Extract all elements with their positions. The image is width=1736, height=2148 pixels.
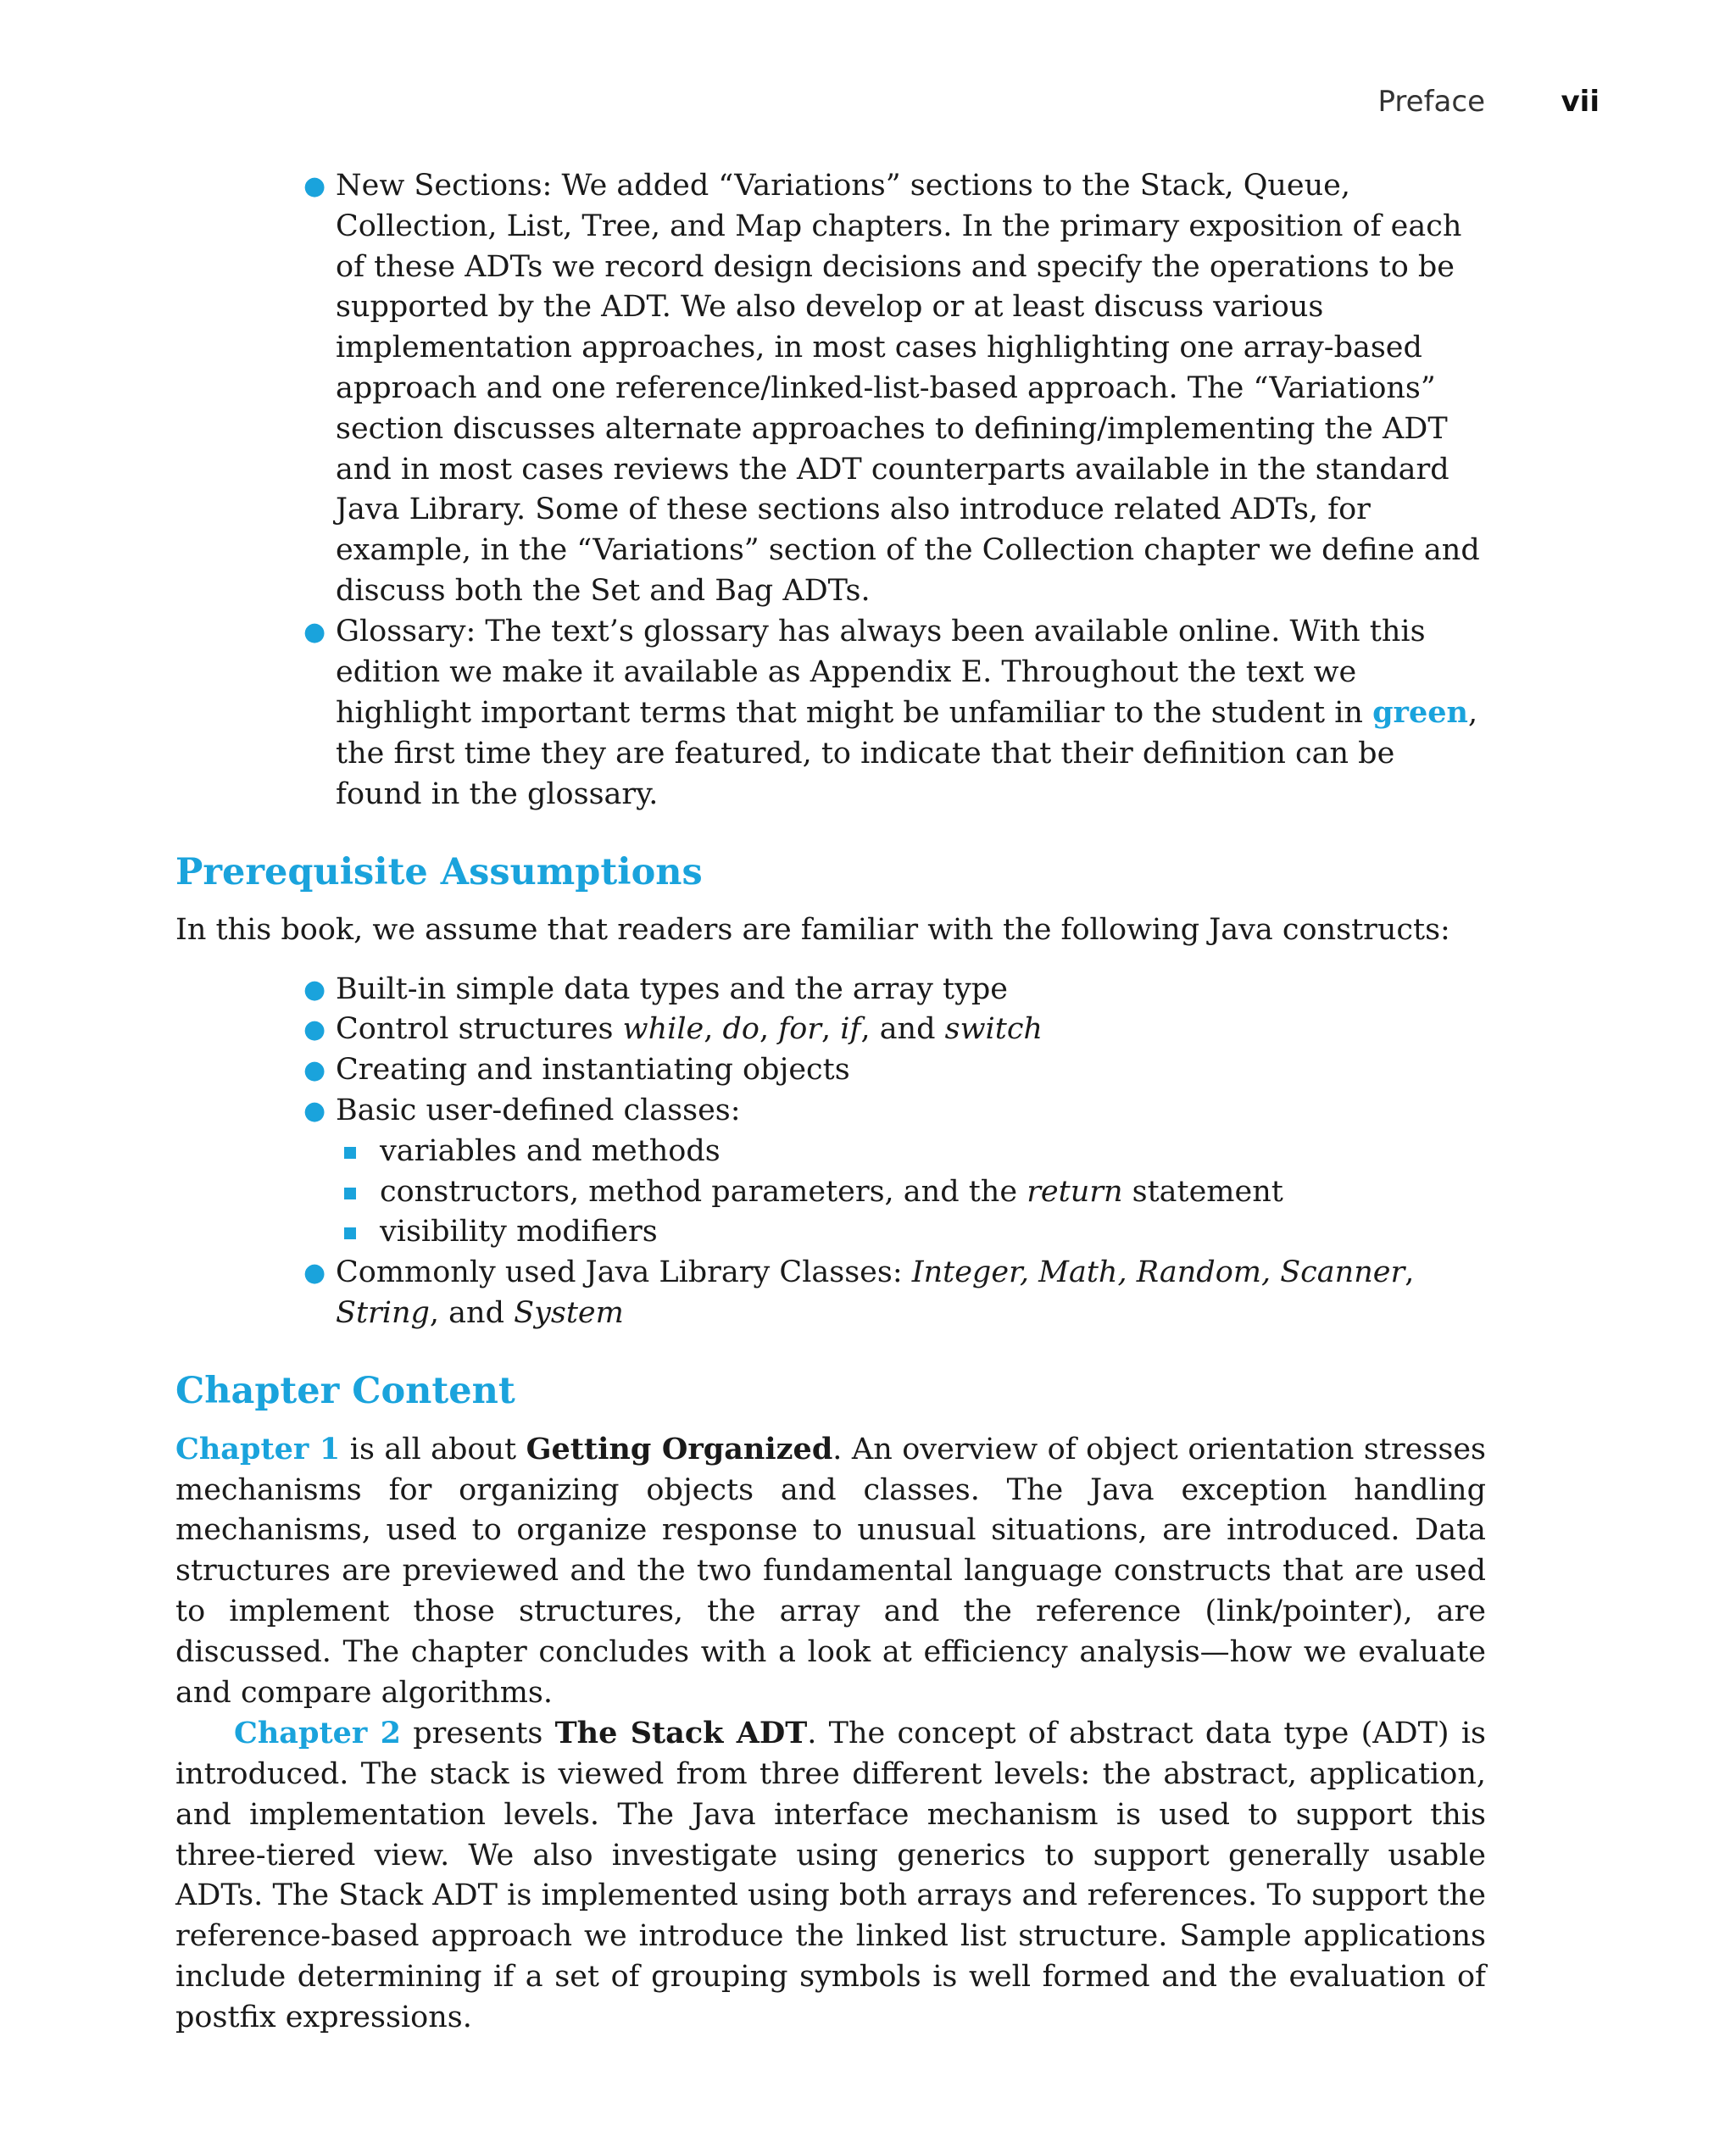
glossary-highlight-word: green	[1372, 695, 1468, 731]
variations-bullet-list	[175, 166, 1486, 815]
prerequisite-heading: Prerequisite Assumptions	[175, 850, 703, 893]
chapter-2-pre: presents	[401, 1717, 555, 1751]
chapter-2-body: . The concept of abstract data type (ADT) is introduced. The stack is viewed from three different levels: the abstract, application, and implementation levels. The Java interface mechanism is used to support this three-tiered view. We also investigate using generics to support generally usable ADTs. The Stack ADT is implemented using both arrays and references. To support the reference-based approach we introduce the linked list structure. Sample applications include determining if a set of grouping symbols is well formed and the evaluation of postfix expressions.	[175, 1717, 1486, 2034]
chapter-1-body: . An overview of object orientation stresses mechanisms for organizing objects and classes. The Java exception handling mechanisms, used to organize response to unusual situations, are introduced. Data structures are previewed and the two fundamental language constructs that are used to implement those structures, the array and the reference (link/pointer), are discussed. The chapter concludes with a look at efficiency analysis—how we evaluate and compare algorithms.	[175, 1432, 1486, 1710]
separator: ,	[821, 1012, 841, 1047]
classes-sub-list	[336, 1132, 1486, 1253]
keyword-for: for	[778, 1012, 822, 1047]
bullet-icon: ●	[303, 616, 326, 647]
ctor-prefix: constructors, method parameters, and the	[380, 1174, 1027, 1209]
chapter-2-title: The Stack ADT	[554, 1716, 808, 1751]
bullet-icon: ●	[303, 1095, 326, 1126]
square-bullet-icon	[344, 1188, 356, 1199]
separator: ,	[1405, 1255, 1415, 1290]
prerequisite-intro: In this book, we assume that readers are familiar with the following Java constructs:	[175, 912, 1450, 947]
library-system: System	[514, 1295, 624, 1330]
list-item-new-sections	[303, 166, 1486, 612]
square-bullet-icon	[344, 1147, 356, 1159]
chapter-content-heading: Chapter Content	[175, 1369, 515, 1412]
library-classes: Integer, Math, Random, Scanner	[911, 1255, 1405, 1290]
keyword-do: do	[722, 1012, 760, 1047]
page-content	[175, 166, 1486, 2039]
classes-text: Basic user-defined classes:	[336, 1093, 741, 1127]
objects-text: Creating and instantiating objects	[336, 1053, 850, 1088]
list-item	[303, 1050, 1486, 1091]
keyword-if: if	[840, 1012, 861, 1047]
bullet-icon: ●	[303, 1055, 326, 1086]
list-item-glossary	[303, 612, 1486, 815]
bullet-icon: ●	[303, 171, 326, 201]
keyword-switch: switch	[944, 1012, 1043, 1047]
keyword-return: return	[1027, 1174, 1123, 1209]
sub-list-item	[380, 1212, 1486, 1253]
separator: ,	[759, 1012, 779, 1047]
list-item	[303, 1253, 1486, 1334]
library-prefix: Commonly used Java Library Classes:	[336, 1255, 912, 1290]
square-bullet-icon	[344, 1227, 356, 1239]
separator: ,	[704, 1012, 723, 1047]
glossary-text-before: Glossary: The text’s glossary has always been available online. With this edition we make it available as Appendix E. Throughout the text we highlight important terms that might be unfamiliar to the student in	[336, 614, 1426, 731]
vars-text: variables and methods	[380, 1133, 721, 1168]
keyword-while: while	[622, 1012, 704, 1047]
page-number: vii	[1561, 85, 1600, 119]
chapter-1-paragraph	[175, 1429, 1486, 1714]
and-separator: , and	[429, 1295, 515, 1330]
chapter-1-label: Chapter 1	[175, 1431, 341, 1466]
chapter-2-paragraph	[175, 1713, 1486, 2038]
simple-types-text: Built-in simple data types and the array type	[336, 971, 1008, 1006]
control-prefix: Control structures	[336, 1012, 623, 1047]
ctor-suffix: statement	[1122, 1174, 1283, 1209]
and-separator: , and	[860, 1012, 945, 1047]
sub-list-item	[380, 1132, 1486, 1172]
glossary-text-after: , the first time they are featured, to indicate that their definition can be found in the glossary.	[336, 696, 1478, 811]
list-item	[303, 970, 1486, 1010]
bullet-icon: ●	[303, 1258, 326, 1288]
list-item	[303, 1091, 1486, 1253]
library-string: String	[336, 1295, 430, 1330]
sub-list-item	[380, 1172, 1486, 1213]
bullet-icon: ●	[303, 1015, 326, 1045]
running-head	[0, 85, 1736, 127]
chapter-1-title: Getting Organized	[526, 1431, 833, 1466]
prerequisite-list	[175, 970, 1486, 1334]
list-item	[303, 1010, 1486, 1050]
chapter-2-label: Chapter 2	[234, 1716, 402, 1751]
new-sections-text: New Sections: We added “Variations” sections to the Stack, Queue, Collection, List, Tree, and Map chapters. In the primary exposition of each of these ADTs we record design decisions and specify the operations to be supported by the ADT. We also develop or at least discuss various implementation approaches, in most cases highlighting one array-based approach and one reference/linked-list-based approach. The “Variations” section discusses alternate approaches to defining/implementing the ADT and in most cases reviews the ADT counterparts available in the standard Java Library. Some of these sections also introduce related ADTs, for example, in the “Variations” section of the Collection chapter we define and discuss both the Set and Bag ADTs.	[336, 169, 1480, 608]
bullet-icon: ●	[303, 974, 326, 1004]
running-head-section: Preface	[1377, 85, 1485, 119]
visibility-text: visibility modifiers	[380, 1215, 658, 1249]
chapter-1-pre: is all about	[340, 1432, 526, 1466]
